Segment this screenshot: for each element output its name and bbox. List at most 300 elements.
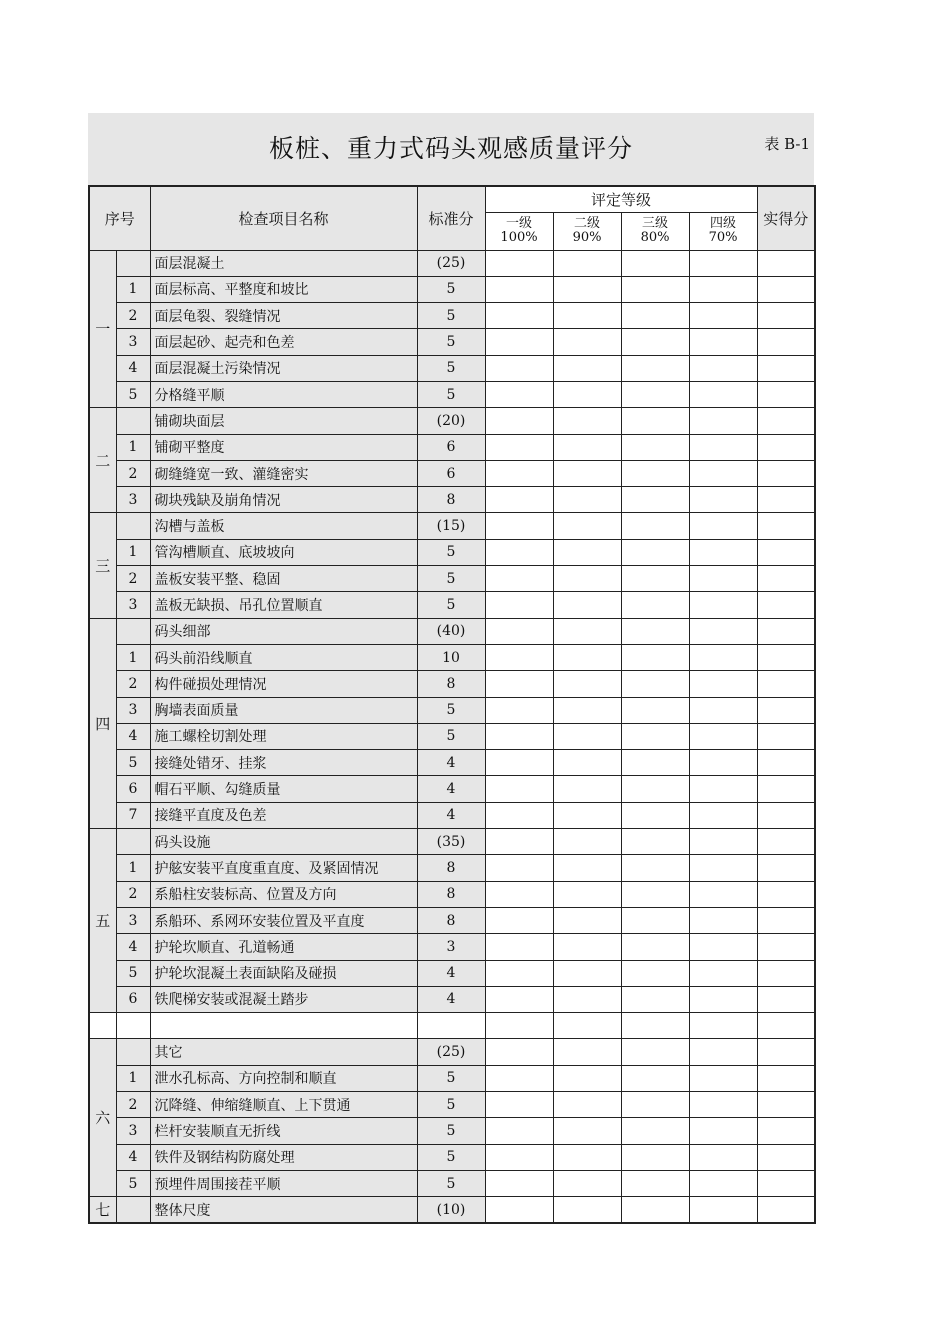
level-2-score-cell[interactable] <box>553 513 621 539</box>
table-row <box>89 881 815 907</box>
item-no: 2 <box>116 881 150 907</box>
table-row <box>89 986 815 1012</box>
group-number: 四 <box>89 618 116 828</box>
item-no: 5 <box>116 750 150 776</box>
item-no: 1 <box>116 434 150 460</box>
actual-score-cell[interactable] <box>757 329 815 355</box>
level-1-score-cell[interactable] <box>485 460 553 486</box>
actual-score-cell[interactable] <box>757 487 815 513</box>
item-no: 1 <box>116 855 150 881</box>
level-4-score-cell[interactable] <box>689 487 757 513</box>
level-4-score-cell[interactable] <box>689 250 757 276</box>
level-pct: 100% <box>500 230 538 245</box>
actual-score-cell[interactable] <box>757 986 815 1012</box>
level-3-score-cell[interactable] <box>621 329 689 355</box>
level-1-score-cell[interactable] <box>485 1144 553 1170</box>
level-3-score-cell[interactable] <box>621 802 689 828</box>
level-3-score-cell[interactable] <box>621 723 689 749</box>
level-4-score-cell[interactable] <box>689 513 757 539</box>
level-3-score-cell[interactable] <box>621 934 689 960</box>
level-2-score-cell[interactable] <box>553 671 621 697</box>
item-no: 1 <box>116 1065 150 1091</box>
level-3-score-cell[interactable] <box>621 1170 689 1196</box>
item-no: 7 <box>116 802 150 828</box>
item-name <box>150 1013 417 1039</box>
level-3-score-cell[interactable] <box>621 513 689 539</box>
level-4-score-cell[interactable] <box>689 934 757 960</box>
level-4-score-cell[interactable] <box>689 408 757 434</box>
table-row <box>89 276 815 302</box>
level-2-score-cell[interactable] <box>553 487 621 513</box>
level-3-score-cell[interactable] <box>621 855 689 881</box>
item-no: 5 <box>116 381 150 407</box>
level-2-score-cell[interactable] <box>553 460 621 486</box>
level-1-score-cell[interactable] <box>485 907 553 933</box>
level-1-score-cell[interactable] <box>485 303 553 329</box>
std-score: 4 <box>417 960 485 986</box>
item-no: 2 <box>116 303 150 329</box>
level-1-score-cell[interactable] <box>485 644 553 670</box>
level-4-score-cell[interactable] <box>689 776 757 802</box>
actual-score-cell[interactable] <box>757 1065 815 1091</box>
level-2-score-cell[interactable] <box>553 855 621 881</box>
std-score: 10 <box>417 644 485 670</box>
level-1-score-cell[interactable] <box>485 697 553 723</box>
level-2-score-cell[interactable] <box>553 408 621 434</box>
level-3-score-cell[interactable] <box>621 671 689 697</box>
table-row <box>89 303 815 329</box>
table-row <box>89 592 815 618</box>
table-row <box>89 1013 815 1039</box>
item-name: 整体尺度 <box>150 1197 417 1223</box>
item-name: 铁件及钢结构防腐处理 <box>150 1144 417 1170</box>
level-3-score-cell[interactable] <box>621 960 689 986</box>
level-4-score-cell[interactable] <box>689 566 757 592</box>
level-1-score-cell[interactable] <box>485 1118 553 1144</box>
std-score: (25) <box>417 1039 485 1065</box>
level-4-score-cell[interactable] <box>689 1039 757 1065</box>
level-3-score-cell[interactable] <box>621 539 689 565</box>
actual-score-cell[interactable] <box>757 829 815 855</box>
level-2-score-cell[interactable] <box>553 618 621 644</box>
table-row <box>89 907 815 933</box>
header-level-3 <box>621 212 689 250</box>
table-row <box>89 776 815 802</box>
header-seq: 序号 <box>89 186 150 250</box>
std-score: 5 <box>417 566 485 592</box>
level-1-score-cell[interactable] <box>485 1197 553 1223</box>
group-cell <box>89 1013 116 1039</box>
table-row <box>89 539 815 565</box>
level-2-score-cell[interactable] <box>553 1197 621 1223</box>
level-2-score-cell[interactable] <box>553 381 621 407</box>
level-2-score-cell[interactable] <box>553 960 621 986</box>
level-1-score-cell[interactable] <box>485 960 553 986</box>
std-score: 5 <box>417 723 485 749</box>
level-2-score-cell[interactable] <box>553 1039 621 1065</box>
level-3-score-cell[interactable] <box>621 381 689 407</box>
level-1-score-cell[interactable] <box>485 986 553 1012</box>
level-4-score-cell[interactable] <box>689 723 757 749</box>
level-1-score-cell[interactable] <box>485 881 553 907</box>
level-2-score-cell[interactable] <box>553 750 621 776</box>
std-score: 8 <box>417 881 485 907</box>
actual-score-cell[interactable] <box>757 539 815 565</box>
table-row <box>89 408 815 434</box>
actual-score-cell[interactable] <box>757 513 815 539</box>
level-4-score-cell[interactable] <box>689 592 757 618</box>
item-no: 1 <box>116 644 150 670</box>
item-no: 1 <box>116 539 150 565</box>
item-name: 施工螺栓切割处理 <box>150 723 417 749</box>
std-score: 5 <box>417 539 485 565</box>
level-1-score-cell[interactable] <box>485 723 553 749</box>
item-no: 4 <box>116 1144 150 1170</box>
level-4-score-cell[interactable] <box>689 671 757 697</box>
level-4-score-cell[interactable] <box>689 1144 757 1170</box>
actual-score-cell[interactable] <box>757 750 815 776</box>
level-3-score-cell[interactable] <box>621 697 689 723</box>
level-2-score-cell[interactable] <box>553 986 621 1012</box>
actual-score-cell[interactable] <box>757 723 815 749</box>
std-score: (10) <box>417 1197 485 1223</box>
level-3-score-cell[interactable] <box>621 460 689 486</box>
actual-score-cell[interactable] <box>757 1197 815 1223</box>
level-3-score-cell[interactable] <box>621 618 689 644</box>
std-score: 4 <box>417 750 485 776</box>
level-2-score-cell[interactable] <box>553 776 621 802</box>
actual-score-cell[interactable] <box>757 776 815 802</box>
level-2-score-cell[interactable] <box>553 697 621 723</box>
level-4-score-cell[interactable] <box>689 618 757 644</box>
level-4-score-cell[interactable] <box>689 460 757 486</box>
table-row <box>89 960 815 986</box>
item-name: 面层起砂、起壳和色差 <box>150 329 417 355</box>
table-row <box>89 1118 815 1144</box>
std-score <box>417 1013 485 1039</box>
item-no: 2 <box>116 671 150 697</box>
level-1-score-cell[interactable] <box>485 513 553 539</box>
level-4-score-cell[interactable] <box>689 644 757 670</box>
level-3-score-cell[interactable] <box>621 1092 689 1118</box>
item-name: 面层龟裂、裂缝情况 <box>150 303 417 329</box>
level-3-score-cell[interactable] <box>621 487 689 513</box>
level-1-score-cell[interactable] <box>485 1039 553 1065</box>
table-row <box>89 829 815 855</box>
actual-score-cell[interactable] <box>757 907 815 933</box>
level-2-score-cell[interactable] <box>553 802 621 828</box>
item-name: 系船柱安装标高、位置及方向 <box>150 881 417 907</box>
level-1-score-cell[interactable] <box>485 829 553 855</box>
item-name: 沟槽与盖板 <box>150 513 417 539</box>
actual-score-cell[interactable] <box>757 1092 815 1118</box>
level-4-score-cell[interactable] <box>689 1013 757 1039</box>
level-1-score-cell[interactable] <box>485 1170 553 1196</box>
item-no <box>116 1013 150 1039</box>
level-2-score-cell[interactable] <box>553 644 621 670</box>
item-name: 接缝平直度及色差 <box>150 802 417 828</box>
level-3-score-cell[interactable] <box>621 408 689 434</box>
actual-score-cell[interactable] <box>757 566 815 592</box>
level-4-score-cell[interactable] <box>689 881 757 907</box>
level-4-score-cell[interactable] <box>689 960 757 986</box>
std-score: 4 <box>417 986 485 1012</box>
group-number: 七 <box>89 1197 116 1223</box>
std-score: 5 <box>417 1118 485 1144</box>
item-no: 3 <box>116 329 150 355</box>
level-3-score-cell[interactable] <box>621 592 689 618</box>
page-title: 板桩、重力式码头观感质量评分 <box>268 134 633 163</box>
actual-score-cell[interactable] <box>757 1144 815 1170</box>
actual-score-cell[interactable] <box>757 408 815 434</box>
title-band <box>88 113 814 185</box>
level-3-score-cell[interactable] <box>621 986 689 1012</box>
level-4-score-cell[interactable] <box>689 829 757 855</box>
level-3-score-cell[interactable] <box>621 566 689 592</box>
level-4-score-cell[interactable] <box>689 855 757 881</box>
level-3-score-cell[interactable] <box>621 303 689 329</box>
level-3-score-cell[interactable] <box>621 1144 689 1170</box>
level-1-score-cell[interactable] <box>485 408 553 434</box>
level-3-score-cell[interactable] <box>621 1197 689 1223</box>
level-3-score-cell[interactable] <box>621 276 689 302</box>
actual-score-cell[interactable] <box>757 460 815 486</box>
item-name: 护轮坎顺直、孔道畅通 <box>150 934 417 960</box>
table-row <box>89 513 815 539</box>
level-3-score-cell[interactable] <box>621 1118 689 1144</box>
table-row <box>89 1170 815 1196</box>
level-1-score-cell[interactable] <box>485 592 553 618</box>
item-name: 铁爬梯安装或混凝土踏步 <box>150 986 417 1012</box>
item-no: 4 <box>116 355 150 381</box>
level-3-score-cell[interactable] <box>621 907 689 933</box>
std-score: 8 <box>417 671 485 697</box>
table-row <box>89 381 815 407</box>
level-1-score-cell[interactable] <box>485 750 553 776</box>
table-row <box>89 1197 815 1223</box>
std-score: 8 <box>417 855 485 881</box>
item-no: 3 <box>116 697 150 723</box>
actual-score-cell[interactable] <box>757 434 815 460</box>
level-pct: 80% <box>640 230 670 245</box>
std-score: (40) <box>417 618 485 644</box>
item-name: 护轮坎混凝土表面缺陷及碰损 <box>150 960 417 986</box>
header-rating: 评定等级 <box>485 186 757 212</box>
level-name: 一级 <box>506 216 533 231</box>
actual-score-cell[interactable] <box>757 697 815 723</box>
item-name: 铺砌平整度 <box>150 434 417 460</box>
actual-score-cell[interactable] <box>757 960 815 986</box>
item-name: 栏杆安装顺直无折线 <box>150 1118 417 1144</box>
level-1-score-cell[interactable] <box>485 776 553 802</box>
actual-score-cell[interactable] <box>757 592 815 618</box>
level-1-score-cell[interactable] <box>485 566 553 592</box>
level-1-score-cell[interactable] <box>485 329 553 355</box>
item-no <box>116 408 150 434</box>
level-3-score-cell[interactable] <box>621 355 689 381</box>
level-3-score-cell[interactable] <box>621 434 689 460</box>
item-no <box>116 618 150 644</box>
actual-score-cell[interactable] <box>757 618 815 644</box>
level-4-score-cell[interactable] <box>689 1065 757 1091</box>
level-2-score-cell[interactable] <box>553 434 621 460</box>
level-4-score-cell[interactable] <box>689 1092 757 1118</box>
std-score: 3 <box>417 934 485 960</box>
actual-score-cell[interactable] <box>757 671 815 697</box>
actual-score-cell[interactable] <box>757 1170 815 1196</box>
item-name: 盖板无缺损、吊孔位置顺直 <box>150 592 417 618</box>
actual-score-cell[interactable] <box>757 802 815 828</box>
level-2-score-cell[interactable] <box>553 539 621 565</box>
level-2-score-cell[interactable] <box>553 1144 621 1170</box>
level-4-score-cell[interactable] <box>689 802 757 828</box>
level-2-score-cell[interactable] <box>553 355 621 381</box>
std-score: 5 <box>417 592 485 618</box>
header-level-2 <box>553 212 621 250</box>
actual-score-cell[interactable] <box>757 855 815 881</box>
level-3-score-cell[interactable] <box>621 881 689 907</box>
table-row <box>89 1065 815 1091</box>
actual-score-cell[interactable] <box>757 1039 815 1065</box>
level-4-score-cell[interactable] <box>689 355 757 381</box>
level-1-score-cell[interactable] <box>485 802 553 828</box>
actual-score-cell[interactable] <box>757 1118 815 1144</box>
level-3-score-cell[interactable] <box>621 1039 689 1065</box>
item-name: 构件碰损处理情况 <box>150 671 417 697</box>
header-std-score: 标准分 <box>417 186 485 250</box>
actual-score-cell[interactable] <box>757 276 815 302</box>
item-name: 砌块残缺及崩角情况 <box>150 487 417 513</box>
level-4-score-cell[interactable] <box>689 303 757 329</box>
level-3-score-cell[interactable] <box>621 644 689 670</box>
level-2-score-cell[interactable] <box>553 329 621 355</box>
level-1-score-cell[interactable] <box>485 934 553 960</box>
level-2-score-cell[interactable] <box>553 1118 621 1144</box>
level-1-score-cell[interactable] <box>485 434 553 460</box>
table-row <box>89 460 815 486</box>
level-2-score-cell[interactable] <box>553 829 621 855</box>
level-1-score-cell[interactable] <box>485 1092 553 1118</box>
level-3-score-cell[interactable] <box>621 776 689 802</box>
header-level-4 <box>689 212 757 250</box>
actual-score-cell[interactable] <box>757 250 815 276</box>
item-no: 2 <box>116 566 150 592</box>
std-score: 8 <box>417 907 485 933</box>
std-score: 5 <box>417 1170 485 1196</box>
table-row <box>89 750 815 776</box>
level-2-score-cell[interactable] <box>553 1065 621 1091</box>
level-1-score-cell[interactable] <box>485 671 553 697</box>
level-2-score-cell[interactable] <box>553 1013 621 1039</box>
level-3-score-cell[interactable] <box>621 750 689 776</box>
actual-score-cell[interactable] <box>757 1013 815 1039</box>
group-number: 二 <box>89 408 116 513</box>
header-item-name: 检查项目名称 <box>150 186 417 250</box>
actual-score-cell[interactable] <box>757 303 815 329</box>
level-1-score-cell[interactable] <box>485 487 553 513</box>
inspection-table <box>88 185 816 1224</box>
item-no <box>116 829 150 855</box>
level-1-score-cell[interactable] <box>485 381 553 407</box>
actual-score-cell[interactable] <box>757 881 815 907</box>
level-name: 四级 <box>710 216 737 231</box>
level-1-score-cell[interactable] <box>485 539 553 565</box>
level-4-score-cell[interactable] <box>689 750 757 776</box>
level-2-score-cell[interactable] <box>553 907 621 933</box>
actual-score-cell[interactable] <box>757 355 815 381</box>
level-4-score-cell[interactable] <box>689 697 757 723</box>
item-name: 码头前沿线顺直 <box>150 644 417 670</box>
level-2-score-cell[interactable] <box>553 566 621 592</box>
item-no: 4 <box>116 723 150 749</box>
table-row <box>89 671 815 697</box>
level-4-score-cell[interactable] <box>689 276 757 302</box>
item-no: 6 <box>116 986 150 1012</box>
level-1-score-cell[interactable] <box>485 276 553 302</box>
item-name: 码头细部 <box>150 618 417 644</box>
level-2-score-cell[interactable] <box>553 934 621 960</box>
level-1-score-cell[interactable] <box>485 355 553 381</box>
level-1-score-cell[interactable] <box>485 618 553 644</box>
actual-score-cell[interactable] <box>757 381 815 407</box>
level-3-score-cell[interactable] <box>621 1065 689 1091</box>
item-name: 铺砌块面层 <box>150 408 417 434</box>
group-number: 三 <box>89 513 116 618</box>
level-2-score-cell[interactable] <box>553 1092 621 1118</box>
table-row <box>89 855 815 881</box>
table-number: 表 B-1 <box>764 135 810 153</box>
table-row <box>89 697 815 723</box>
level-2-score-cell[interactable] <box>553 250 621 276</box>
std-score: 5 <box>417 329 485 355</box>
actual-score-cell[interactable] <box>757 934 815 960</box>
level-2-score-cell[interactable] <box>553 303 621 329</box>
level-4-score-cell[interactable] <box>689 907 757 933</box>
level-1-score-cell[interactable] <box>485 1013 553 1039</box>
level-4-score-cell[interactable] <box>689 539 757 565</box>
level-4-score-cell[interactable] <box>689 434 757 460</box>
std-score: 6 <box>417 460 485 486</box>
item-name: 泄水孔标高、方向控制和顺直 <box>150 1065 417 1091</box>
std-score: (15) <box>417 513 485 539</box>
level-2-score-cell[interactable] <box>553 1170 621 1196</box>
level-3-score-cell[interactable] <box>621 1013 689 1039</box>
level-4-score-cell[interactable] <box>689 1197 757 1223</box>
std-score: 6 <box>417 434 485 460</box>
level-4-score-cell[interactable] <box>689 1118 757 1144</box>
level-2-score-cell[interactable] <box>553 881 621 907</box>
level-4-score-cell[interactable] <box>689 1170 757 1196</box>
level-4-score-cell[interactable] <box>689 986 757 1012</box>
level-1-score-cell[interactable] <box>485 855 553 881</box>
level-2-score-cell[interactable] <box>553 592 621 618</box>
level-3-score-cell[interactable] <box>621 829 689 855</box>
item-name: 帽石平顺、勾缝质量 <box>150 776 417 802</box>
item-name: 系船环、系网环安装位置及平直度 <box>150 907 417 933</box>
std-score: (35) <box>417 829 485 855</box>
actual-score-cell[interactable] <box>757 644 815 670</box>
table-row <box>89 644 815 670</box>
level-2-score-cell[interactable] <box>553 723 621 749</box>
level-4-score-cell[interactable] <box>689 381 757 407</box>
level-4-score-cell[interactable] <box>689 329 757 355</box>
item-no: 5 <box>116 960 150 986</box>
level-2-score-cell[interactable] <box>553 276 621 302</box>
item-no: 3 <box>116 1118 150 1144</box>
level-1-score-cell[interactable] <box>485 250 553 276</box>
level-3-score-cell[interactable] <box>621 250 689 276</box>
level-1-score-cell[interactable] <box>485 1065 553 1091</box>
